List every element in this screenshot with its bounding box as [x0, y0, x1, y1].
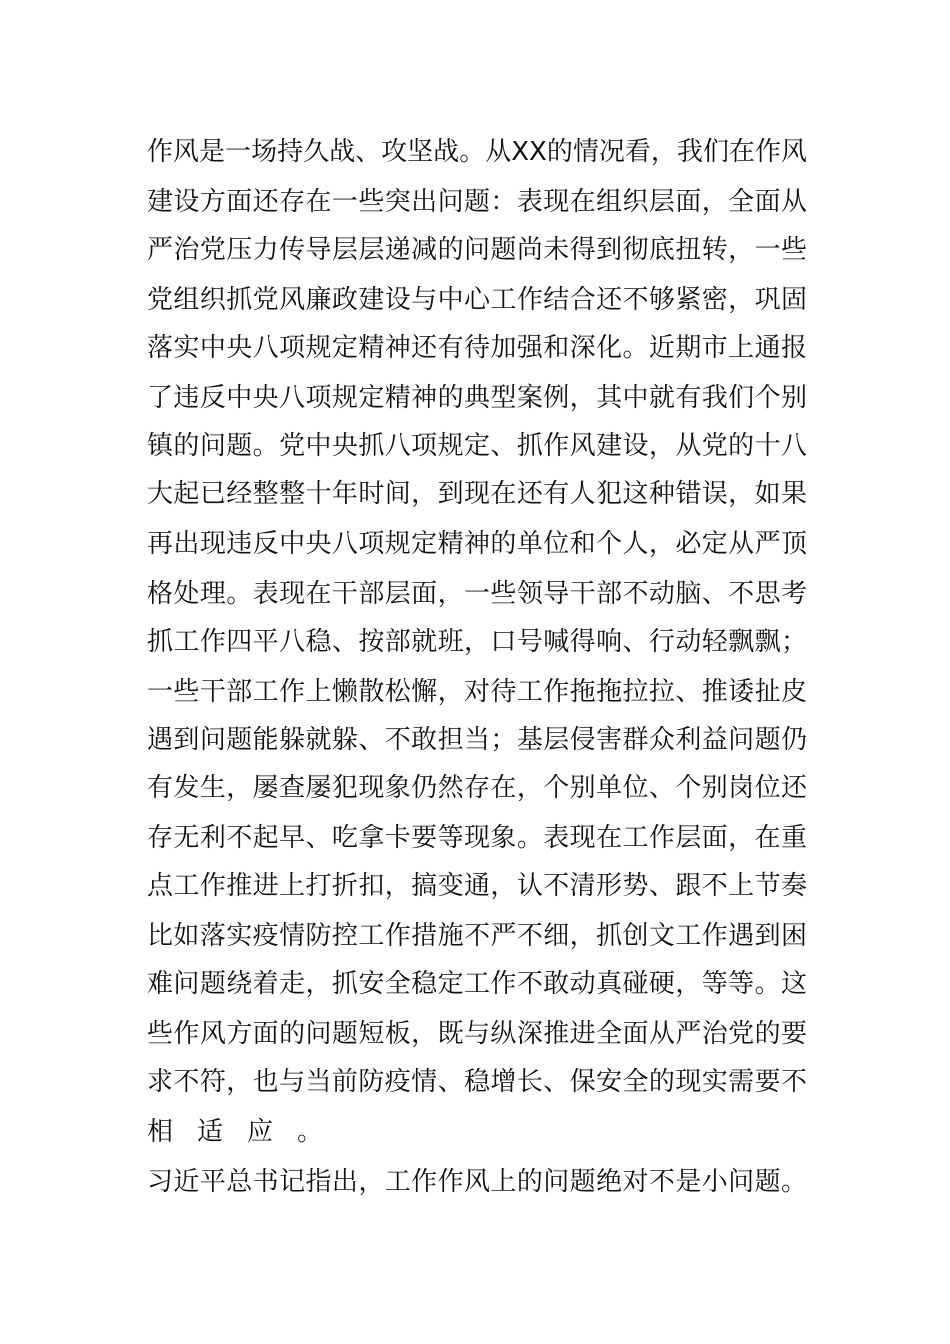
paragraph-1-line: 相适应。	[147, 1117, 348, 1147]
paragraph-1-line: 抓工作四平八稳、按部就班，口号喊得响、行动轻飘飘；	[147, 627, 807, 657]
paragraph-1-line: 再出现违反中央八项规定精神的单位和个人，必定从严顶	[147, 529, 807, 559]
paragraph-1-line: 有发生，屡查屡犯现象仍然存在，个别单位、个别岗位还	[147, 773, 807, 803]
paragraph-1-line: 党组织抓党风廉政建设与中心工作结合还不够紧密，巩固	[147, 285, 807, 315]
paragraph-1-line: 存无利不起早、吃拿卡要等现象。表现在工作层面，在重	[147, 823, 807, 853]
paragraph-2-line: 习近平总书记指出，工作作风上的问题绝对不是小问题。	[147, 1167, 807, 1197]
paragraph-1-line: 了违反中央八项规定精神的典型案例，其中就有我们个别	[147, 383, 807, 413]
paragraph-1-line: 格处理。表现在干部层面，一些领导干部不动脑、不思考	[147, 579, 807, 609]
paragraph-1-line: 些作风方面的问题短板，既与纵深推进全面从严治党的要	[147, 1019, 807, 1049]
paragraph-1-line: 一些干部工作上懒散松懈，对待工作拖拖拉拉、推诿扯皮	[147, 677, 807, 707]
paragraph-1-line: 难问题绕着走，抓安全稳定工作不敢动真碰硬，等等。这	[147, 969, 807, 999]
paragraph-1-line: 遇到问题能躲就躲、不敢担当；基层侵害群众利益问题仍	[147, 725, 807, 755]
paragraph-1-line: 点工作推进上打折扣，搞变通，认不清形势、跟不上节奏	[147, 871, 807, 901]
paragraph-1-line: 落实中央八项规定精神还有待加强和深化。近期市上通报	[147, 333, 807, 363]
paragraph-1-line: 求不符，也与当前防疫情、稳增长、保安全的现实需要不	[147, 1067, 807, 1097]
paragraph-1-line: 建设方面还存在一些突出问题：表现在组织层面，全面从	[147, 187, 807, 217]
paragraph-1-line: 作风是一场持久战、攻坚战。从XX的情况看，我们在作风	[147, 137, 807, 167]
paragraph-1-line: 镇的问题。党中央抓八项规定、抓作风建设，从党的十八	[147, 431, 807, 461]
paragraph-1-line: 大起已经整整十年时间，到现在还有人犯这种错误，如果	[147, 479, 807, 509]
paragraph-1-line: 严治党压力传导层层递减的问题尚未得到彻底扭转，一些	[147, 235, 807, 265]
paragraph-1-line: 比如落实疫情防控工作措施不严不细，抓创文工作遇到困	[147, 921, 807, 951]
